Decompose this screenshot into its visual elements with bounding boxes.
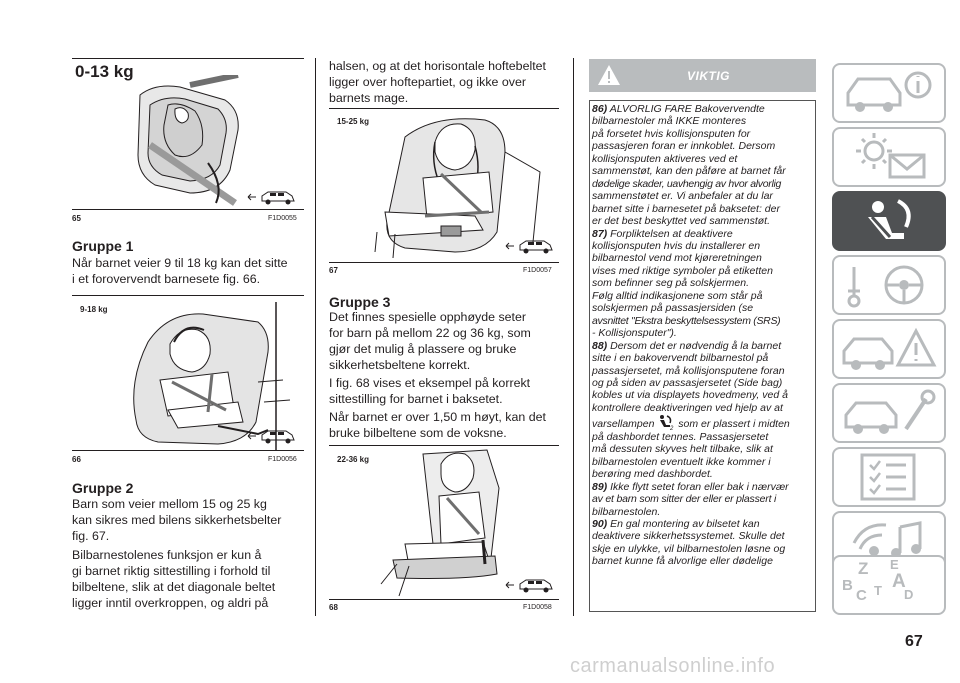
figure-65-code: F1D0055 [268,215,297,222]
col2-top-line-3: barnets mage. [329,91,409,105]
car-wrench-icon [834,385,944,441]
warning-88-line-7a: varsellampen [592,418,655,431]
warning-text [592,103,814,568]
warning-88-line-11: berøring med dashbordet. [592,468,713,481]
car-diagram-icon [246,427,298,445]
tab-emergency[interactable] [832,319,946,379]
figure-65-top-rule [72,58,304,59]
figure-68-top-rule [329,445,559,446]
warning-87-line-9: - Kollisjonsputer"). [592,327,677,340]
gruppe3-p3-line-1: Når barnet er over 1,50 m høyt, kan det [329,410,546,424]
warning-88-line-7b: som er plassert i midten [678,418,790,431]
watermark-text: carmanualsonline.info [570,655,776,677]
warning-light-message-icon [834,129,944,185]
figure-68-code: F1D0058 [523,604,552,611]
index-letter-d: D [904,587,914,602]
car-diagram-icon [246,188,298,206]
warning-86-line-1: ALVORLIG FARE Bakovervendte [609,103,765,115]
warning-87-line-6: Følg alltid indikasjonene som står på [592,289,763,302]
warning-86-line-5: kollisjonsputen aktiveres ved et [592,152,738,165]
warning-88-line-3: passasjersetet, må kollisjonsputene foran [592,364,785,377]
warning-title: VIKTIG [687,69,731,83]
note-number-89: 89) [592,480,608,493]
warning-86-line-8: sammenstøtet er. Vi anbefaler at du lar [592,190,773,203]
warning-86-line-10: er det best beskyttet ved sammenstøt. [592,215,770,228]
car-diagram-icon [504,576,556,594]
index-letter-z: Z [858,559,869,578]
warning-88 [592,340,814,481]
index-letter-c: C [856,587,867,604]
warning-90-line-2: deaktivere sikkerhetssystemet. Skulle det [592,530,785,543]
figure-66-top-rule [72,295,304,296]
gruppe2-p2-line-1: Bilbarnestolenes funksjon er kun å [72,548,262,562]
figure-66-bottom-rule [72,450,304,451]
figure-68-label: 22-36 kg [337,455,370,464]
note-number-86: 86) [592,103,608,115]
gruppe3-p1-line-1: Det finnes spesielle opphøyde seter [329,310,526,324]
note-number-90: 90) [592,517,608,530]
column-divider [573,58,574,616]
gruppe2-p1-line-2: kan sikres med bilens sikkerhetsbelter [72,513,282,527]
warning-87-line-5: som befinner seg på solskjermen. [592,277,749,290]
figure-65-bottom-rule [72,209,304,210]
index-letter-b: B [842,577,853,594]
gruppe1-line-2: i et forovervendt barnesete fig. 66. [72,272,261,286]
gruppe2-p1-line-3: fig. 67. [72,529,110,543]
steering-wheel-key-icon [834,257,944,313]
index-letter-a: A [892,571,906,592]
warning-86-line-9: barnet sitte i barnesetet på baksetet: der [592,202,780,215]
warning-87-line-8: avsnittet "Ekstra beskyttelsessystem (SRS) [592,314,781,327]
warning-90-line-1: En gal montering av bilsetet kan [610,517,760,530]
figure-67-bottom-rule [329,262,559,263]
warning-87-line-3: bilbarnestol vend mot kjøreretningen [592,252,762,265]
col2-top-line-1: halsen, og at det horisontale hoftebeltet [329,59,546,73]
gruppe2-p1-line-1: Barn som veier mellom 15 og 25 kg [72,497,267,511]
warning-87-line-1: Forpliktelsen at deaktivere [610,227,733,240]
page-number: 67 [905,633,923,650]
warning-87-line-7: solskjermen på passasjersiden (se [592,302,754,315]
figure-67-label: 15-25 kg [337,117,370,126]
warning-89 [592,481,814,518]
warning-86 [592,103,814,228]
car-info-icon [834,65,944,121]
figure-67-top-rule [329,108,559,109]
svg-text:2: 2 [670,426,674,431]
gruppe2-p2-line-4: ligger inntil overkroppen, og aldri på [72,596,269,610]
warning-87 [592,228,814,340]
seatbelt-airbag-icon [834,193,944,249]
figure-66-label: 9-18 kg [80,305,108,314]
warning-88-line-6: kontrollere deaktiveringen ved hjelp av at [592,401,783,414]
tab-knowing-car[interactable] [832,63,946,123]
warning-89-line-2: av et barn som sitter der eller er plassert i [592,493,777,506]
gruppe1-heading: Gruppe 1 [72,238,134,254]
tab-starting-driving[interactable] [832,255,946,315]
gruppe2-heading: Gruppe 2 [72,480,134,496]
gruppe3-p1-line-3: gjør det mulig å plassere og bruke [329,342,517,356]
warning-88-line-10: bilbarnestolen eventuelt ikke kommer i [592,455,771,468]
gruppe3-p2-line-1: I fig. 68 vises et eksempel på korrekt [329,376,531,390]
warning-86-line-4: passasjeren foran er innkoblet. Dersom [592,140,776,153]
gruppe3-p1-line-2: for barn på mellom 22 og 36 kg, som [329,326,531,340]
figure-67-code: F1D0057 [523,267,552,274]
warning-87-line-4: vises med riktige symboler på etiketten [592,264,773,277]
warning-90-line-3: skje en ulykke, vil bilbarnestolen løsne og [592,542,786,555]
warning-90-line-4: barnet kunne få alvorlige eller dødelige [592,555,773,568]
tab-maintenance[interactable] [832,383,946,443]
warning-86-line-6: sammenstøt, kan den påføre at barnet får [592,165,786,178]
gruppe2-p2-line-2: gi barnet riktig sittestilling i forhold til [72,564,271,578]
warning-88-line-1: Dersom det er nødvendig å la barnet [610,339,782,352]
col2-top-line-2: ligger over hoftepartiet, og ikke over [329,75,526,89]
warning-90 [592,518,814,568]
warning-89-line-3: bilbarnestolen. [592,505,661,518]
gruppe3-p2-line-2: sittestilling for barnet i baksetet. [329,392,503,406]
gruppe3-heading: Gruppe 3 [329,294,391,310]
warning-88-line-5: kobles ut via displayets hovedmeny, ved å [592,389,788,402]
warning-89-line-1: Ikke flytt setet foran eller bak i nærvær [610,480,789,493]
warning-88-line-9: må dessuten skyves helt tilbake, slik at [592,443,773,456]
airbag-off-warning-light-icon [657,414,675,430]
note-number-88: 88) [592,339,608,352]
warning-86-line-2: bilbarnestoler må IKKE monteres [592,115,747,128]
note-number-87: 87) [592,227,608,240]
figure-67-number: 67 [329,266,338,275]
column-divider [315,58,316,616]
tab-index[interactable] [832,555,946,615]
breakdown-warning-icon [834,321,944,377]
gruppe3-p1-line-4: sikkerhetsbeltene korrekt. [329,358,471,372]
warning-header [589,59,816,92]
warning-88-line-4: og på siden av passasjersetet (Side bag) [592,376,783,389]
warning-86-line-7: dødelige skader, uavhengig av hvor alvorlig [592,177,782,190]
index-letter-e: E [890,557,899,572]
figure-68-bottom-rule [329,599,559,600]
gruppe3-p3-line-2: bruke bilbeltene som de voksne. [329,426,507,440]
tab-safety[interactable] [832,191,946,251]
checklist-icon [834,449,944,505]
warning-88-line-8: på dashbordet tennes. Passasjersetet [592,430,769,443]
figure-66-number: 66 [72,455,81,464]
tab-dashboard-lights[interactable] [832,127,946,187]
tab-technical-data[interactable] [832,447,946,507]
figure-65-number: 65 [72,214,81,223]
gruppe2-p2-line-3: bilbeltene, slik at det diagonale beltet [72,580,276,594]
figure-65-title: 0-13 kg [75,62,134,81]
index-letter-t: T [874,583,882,598]
warning-88-line-2: sitte i en bakovervendt bilbarnestol på [592,352,769,365]
gruppe1-line-1: Når barnet veier 9 til 18 kg kan det sitte [72,256,288,270]
car-diagram-icon [504,237,556,255]
figure-66-code: F1D0056 [268,456,297,463]
warning-86-line-3: på forsetet hvis kollisjonsputen for [592,127,751,140]
warning-triangle-icon [597,64,621,86]
figure-68-number: 68 [329,603,338,612]
warning-87-line-2: kollisjonsputen hvis du installerer en [592,239,761,252]
